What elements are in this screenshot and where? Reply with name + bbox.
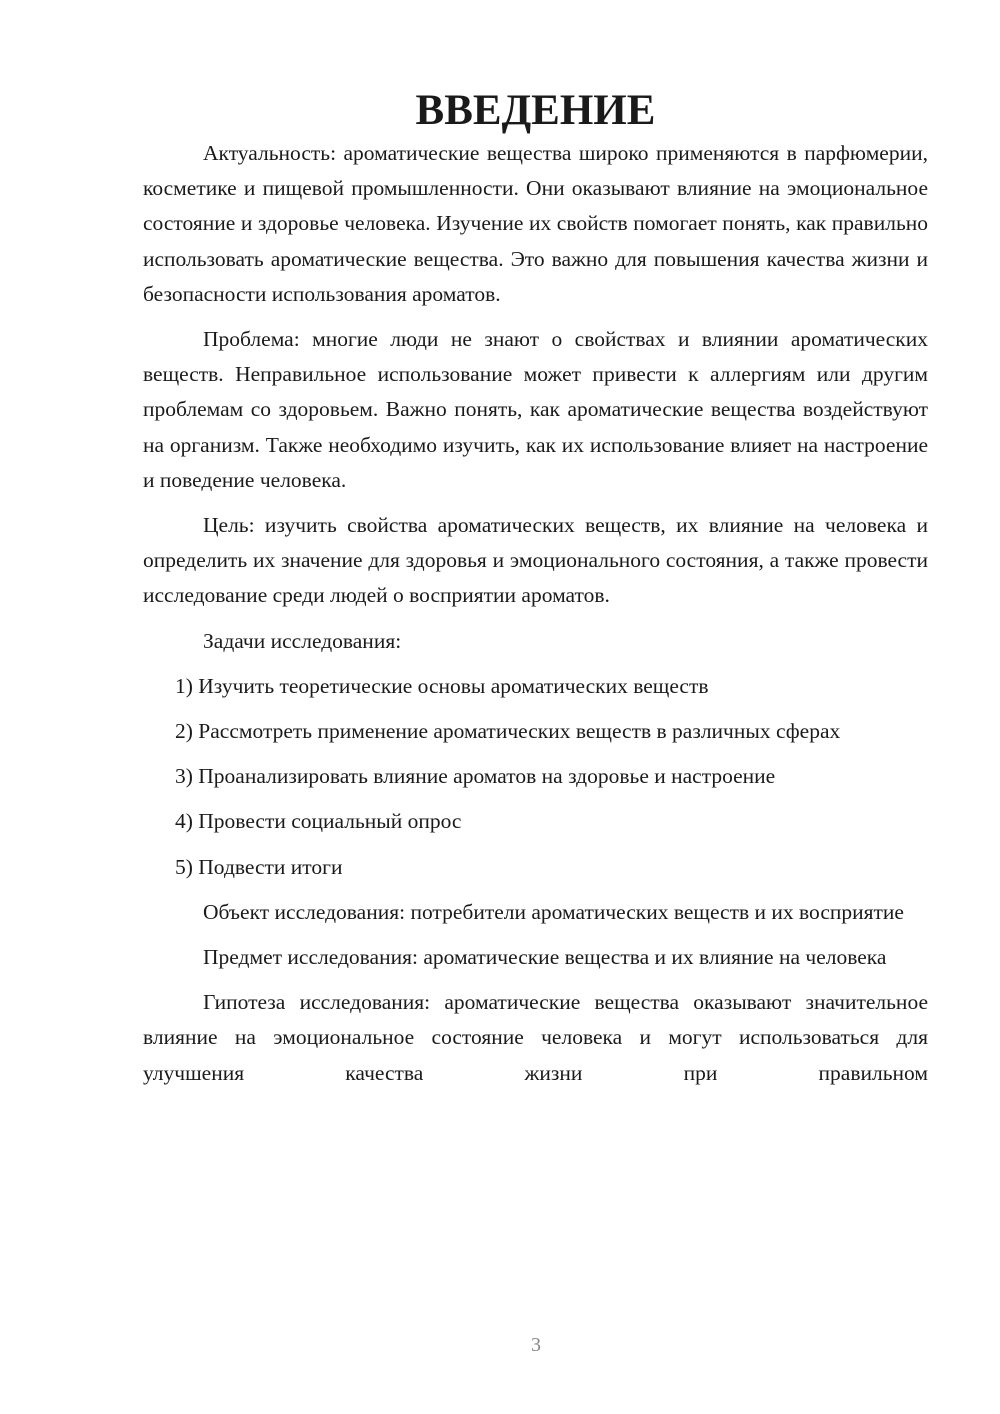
section-heading: ВВЕДЕНИЕ (415, 87, 656, 134)
paragraph-object: Объект исследования: потребители ароматических веществ и их восприятие (203, 899, 904, 924)
task-item-5: 5) Подвести итоги (175, 854, 343, 879)
tasks-title: Задачи исследования: (203, 628, 402, 653)
paragraph-subject: Предмет исследования: ароматические вещества и их влияние на человека (203, 945, 887, 970)
task-item-1: 1) Изучить теоретические основы ароматических веществ (175, 673, 709, 698)
task-item-4: 4) Провести социальный опрос (175, 809, 462, 834)
page-body (143, 87, 928, 1091)
paragraph-hypothesis: Гипотеза исследования: ароматические вещества оказывают значительное влияние на эмоциональное состояние человека и могут использоваться для улучшения качества жизни при правильном (143, 990, 928, 1085)
task-item-2: 2) Рассмотреть применение ароматических веществ в различных сферах (175, 719, 841, 744)
page-number: 3 (531, 1334, 541, 1356)
paragraph-goal: Цель: изучить свойства ароматических веществ, их влияние на человека и определить их значение для здоровья и эмоционального состояния, а также провести исследование среди людей о восприятии ароматов. (143, 513, 928, 608)
task-item-3: 3) Проанализировать влияние ароматов на здоровье и настроение (175, 764, 776, 789)
paragraph-problem: Проблема: многие люди не знают о свойствах и влиянии ароматических веществ. Неправильное использование может привести к аллергиям или другим проблемам со здоровьем. Важно понять, как ароматические вещества воздействуют на организм. Также необходимо изучить, как их использование влияет на настроение и поведение человека. (143, 327, 928, 492)
paragraph-relevance: Актуальность: ароматические вещества широко применяются в парфюмерии, косметике и пищевой промышленности. Они оказывают влияние на эмоциональное состояние и здоровье человека. Изучение их свойств помогает понять, как правильно использовать ароматические вещества. Это важно для повышения качества жизни и безопасности использования ароматов. (143, 141, 928, 306)
